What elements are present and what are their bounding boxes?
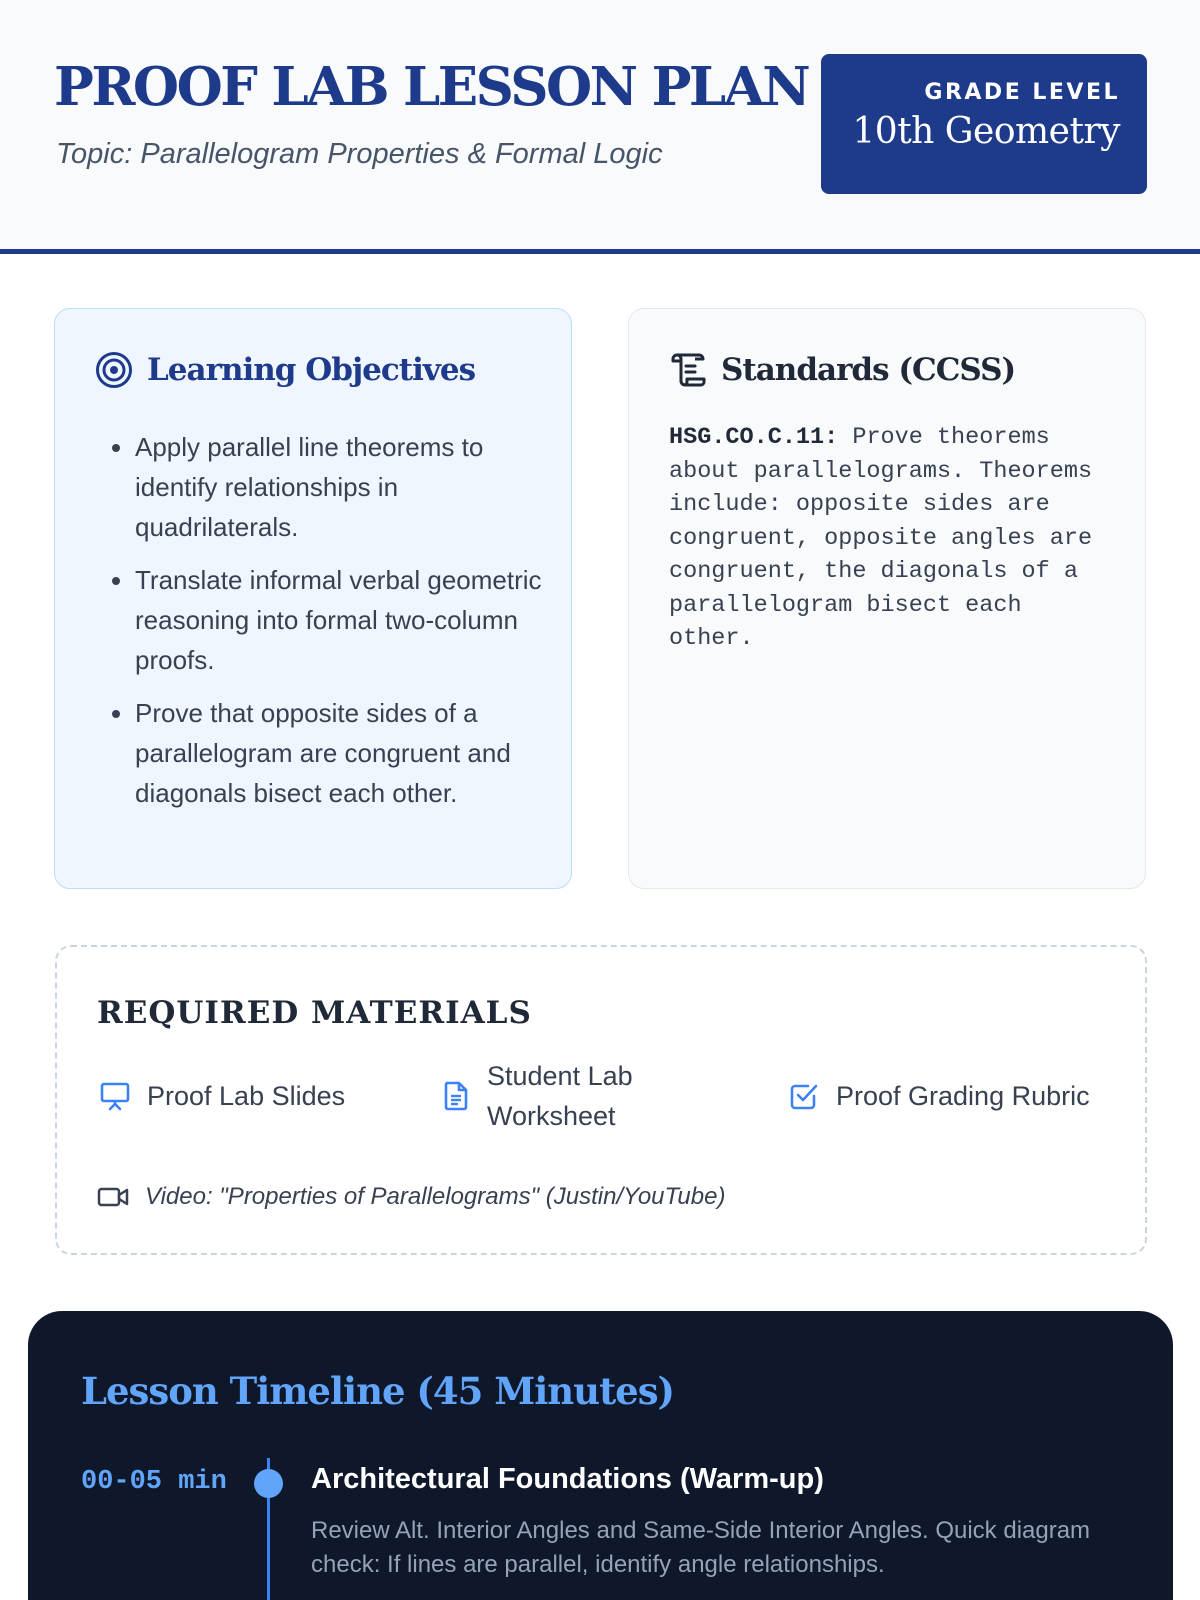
video-icon — [97, 1185, 129, 1209]
grade-level-value: 10th Geometry — [852, 111, 1120, 152]
materials-title: REQUIRED MATERIALS — [97, 995, 532, 1031]
page-topic: Topic: Parallelogram Properties & Formal Logic — [56, 138, 663, 170]
timeline-dot — [254, 1469, 283, 1498]
grade-level-label: GRADE LEVEL — [924, 80, 1120, 105]
material-label: Student Lab Worksheet — [487, 1061, 633, 1131]
video-label: Video: "Properties of Parallelograms" (Justin/YouTube) — [145, 1183, 726, 1210]
material-label: Proof Lab Slides — [147, 1081, 346, 1111]
learning-objectives-title: Learning Objectives — [147, 352, 476, 388]
objective-item: • Translate informal verbal geometric reasoning into formal two-column proofs. — [135, 560, 545, 680]
standards-card — [628, 308, 1146, 889]
standards-title: Standards (CCSS) — [721, 352, 1016, 388]
required-materials-section — [55, 945, 1147, 1255]
material-rubric[interactable] — [788, 1076, 1128, 1116]
checkbox-icon — [788, 1080, 820, 1112]
standard-code: HSG.CO.C.11: — [669, 424, 839, 451]
timeline-entry-heading: Architectural Foundations (Warm-up) — [311, 1463, 824, 1495]
lesson-timeline — [28, 1311, 1173, 1600]
material-video[interactable] — [97, 1183, 725, 1211]
objective-item: • Prove that opposite sides of a parallelogram are congruent and diagonals bisect each other. — [135, 693, 545, 813]
grade-level-badge — [821, 54, 1147, 194]
material-worksheet[interactable] — [441, 1056, 701, 1136]
material-slides[interactable] — [99, 1076, 399, 1116]
standards-description — [669, 421, 1109, 656]
learning-objectives-card — [54, 308, 572, 889]
presentation-icon — [99, 1080, 131, 1112]
objective-item: • Apply parallel line theorems to identify relationships in quadrilaterals. — [135, 427, 545, 547]
target-icon — [95, 351, 133, 389]
timeline-entry-description: Review Alt. Interior Angles and Same-Side Interior Angles. Quick diagram check: If lines are parallel, identify angle relationships. — [311, 1517, 1091, 1578]
document-icon — [441, 1080, 471, 1112]
objectives-list — [135, 427, 545, 826]
timeline-entry-time: 00-05 min — [81, 1467, 227, 1497]
standard-text: Prove theorems about parallelograms. Theorems include: opposite sides are congruent, opposite angles are congruent, the diagonals of a parallelogram bisect each other. — [669, 424, 1093, 652]
page-header — [0, 0, 1200, 254]
learning-objectives-header — [95, 351, 475, 389]
timeline-title: Lesson Timeline (45 Minutes) — [81, 1369, 675, 1413]
material-label: Proof Grading Rubric — [836, 1081, 1090, 1111]
standards-header — [669, 351, 1015, 389]
scroll-icon — [669, 351, 707, 389]
page-title: PROOF LAB LESSON PLAN — [54, 56, 809, 118]
